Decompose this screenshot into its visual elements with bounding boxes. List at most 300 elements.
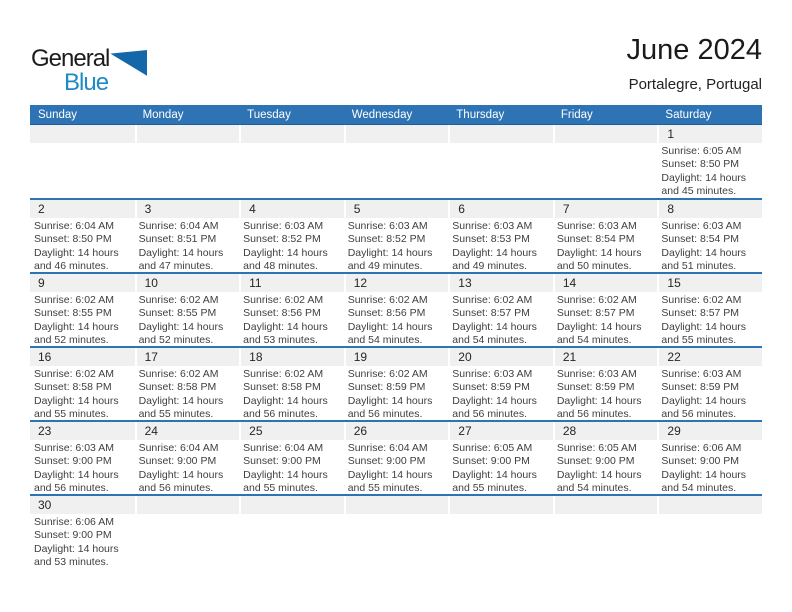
day-number-strip — [241, 348, 344, 366]
detail-line: Daylight: 14 hours — [138, 394, 224, 407]
detail-line: Sunrise: 6:02 AM — [243, 368, 324, 380]
detail-line: Sunset: 8:54 PM — [661, 233, 740, 246]
detail-line: Daylight: 14 hours — [347, 394, 433, 407]
day-cell — [344, 200, 449, 272]
detail-line: Daylight: 14 hours — [661, 394, 747, 407]
detail-line: Sunset: 8:55 PM — [138, 307, 217, 320]
detail-line: Sunrise: 6:02 AM — [34, 368, 114, 380]
day-number: 6 — [458, 202, 465, 216]
day-number: 2 — [38, 202, 45, 216]
day-cell — [30, 496, 135, 568]
day-number-strip — [137, 496, 240, 514]
day-details — [135, 292, 240, 346]
detail-line: and 56 minutes. — [452, 408, 527, 420]
day-number-strip — [659, 200, 762, 218]
day-details — [553, 514, 658, 516]
detail-line: and 56 minutes. — [243, 408, 318, 420]
day-cell — [344, 125, 449, 198]
day-cell — [135, 200, 240, 272]
detail-line: Daylight: 14 hours — [556, 246, 642, 259]
day-details — [239, 366, 344, 420]
detail-line: Daylight: 14 hours — [34, 468, 119, 481]
day-number — [346, 496, 449, 498]
day-cell — [553, 200, 658, 272]
day-number — [659, 496, 762, 498]
week-row — [30, 420, 762, 494]
day-number: 27 — [458, 424, 472, 438]
day-cell — [30, 274, 135, 346]
day-number — [137, 496, 240, 498]
detail-line: Daylight: 14 hours — [243, 320, 328, 333]
day-number-strip — [450, 422, 553, 440]
detail-line: Sunset: 8:50 PM — [661, 158, 740, 171]
day-number-strip — [555, 200, 658, 218]
day-cell — [657, 274, 762, 346]
day-number-strip — [241, 274, 344, 292]
detail-line: and 51 minutes. — [661, 260, 737, 272]
day-number: 18 — [249, 350, 263, 364]
detail-line: Sunrise: 6:02 AM — [138, 294, 219, 306]
detail-line: Sunrise: 6:02 AM — [347, 294, 428, 306]
day-number-strip — [346, 125, 449, 143]
day-cell — [657, 422, 762, 494]
detail-line: Sunrise: 6:02 AM — [452, 294, 533, 306]
detail-line: Daylight: 14 hours — [138, 468, 224, 481]
detail-line: Sunset: 8:54 PM — [556, 233, 635, 246]
day-number-strip — [346, 348, 449, 366]
detail-line: Sunset: 8:57 PM — [661, 307, 740, 320]
page-subtitle: Portalegre, Portugal — [628, 76, 762, 93]
day-number-strip — [30, 422, 135, 440]
detail-line: Sunrise: 6:04 AM — [138, 442, 219, 454]
detail-line: Daylight: 14 hours — [452, 468, 537, 481]
detail-line: and 48 minutes. — [243, 260, 318, 272]
day-cell — [657, 200, 762, 272]
detail-line: Sunrise: 6:02 AM — [661, 294, 742, 306]
day-number-strip — [346, 200, 449, 218]
detail-line: Sunset: 9:00 PM — [661, 455, 740, 468]
weekday-sunday: Sunday — [38, 109, 78, 121]
day-cell — [344, 274, 449, 346]
detail-line: Sunset: 9:00 PM — [34, 455, 112, 468]
day-cell — [553, 348, 658, 420]
detail-line: and 54 minutes. — [347, 334, 423, 346]
detail-line: and 54 minutes. — [556, 334, 632, 346]
day-number-strip — [659, 125, 762, 143]
detail-line: and 55 minutes. — [243, 482, 318, 494]
day-number: 23 — [38, 424, 52, 438]
detail-line: Sunset: 9:00 PM — [556, 455, 635, 468]
detail-line: Sunset: 8:55 PM — [34, 307, 112, 320]
day-number-strip — [555, 125, 658, 143]
detail-line: Daylight: 14 hours — [347, 320, 433, 333]
day-details — [135, 514, 240, 516]
day-number-strip — [450, 348, 553, 366]
detail-line: and 56 minutes. — [556, 408, 632, 420]
day-number — [450, 496, 553, 498]
day-number — [241, 125, 344, 127]
day-number-strip — [30, 496, 135, 514]
day-number: 16 — [38, 350, 52, 364]
detail-line: Sunrise: 6:04 AM — [243, 442, 324, 454]
detail-line: and 54 minutes. — [452, 334, 527, 346]
detail-line: Sunrise: 6:03 AM — [452, 368, 533, 380]
detail-line: and 49 minutes. — [347, 260, 423, 272]
day-details — [344, 440, 449, 494]
weekday-saturday: Saturday — [665, 109, 712, 121]
day-cell — [30, 125, 135, 198]
day-number: 8 — [667, 202, 675, 216]
day-details — [553, 143, 658, 145]
calendar — [30, 105, 762, 568]
detail-line: Sunset: 8:51 PM — [138, 233, 217, 246]
detail-line: Daylight: 14 hours — [243, 468, 328, 481]
detail-line: Sunrise: 6:03 AM — [661, 220, 742, 232]
detail-line: and 55 minutes. — [452, 482, 527, 494]
day-details — [448, 143, 553, 145]
day-details — [657, 292, 762, 346]
week-row — [30, 494, 762, 568]
day-cell — [239, 422, 344, 494]
day-details — [239, 143, 344, 145]
day-number-strip — [450, 274, 553, 292]
day-details — [657, 440, 762, 494]
day-cell — [344, 496, 449, 568]
day-number-strip — [137, 200, 240, 218]
day-number: 21 — [562, 350, 577, 364]
day-number-strip — [241, 496, 344, 514]
day-details — [30, 292, 135, 346]
detail-line: Daylight: 14 hours — [138, 320, 224, 333]
detail-line: Daylight: 14 hours — [34, 542, 119, 555]
day-number-strip — [450, 200, 553, 218]
detail-line: Daylight: 14 hours — [661, 171, 747, 184]
day-number — [450, 125, 553, 127]
detail-line: Sunrise: 6:06 AM — [34, 516, 114, 528]
detail-line: and 56 minutes. — [138, 482, 214, 494]
day-cell — [553, 274, 658, 346]
detail-line: and 50 minutes. — [556, 260, 632, 272]
detail-line: and 55 minutes. — [138, 408, 214, 420]
detail-line: Sunset: 8:57 PM — [452, 307, 530, 320]
day-number-strip — [137, 125, 240, 143]
day-number-strip — [241, 200, 344, 218]
logo-text-blue: Blue — [64, 69, 109, 96]
detail-line: Sunrise: 6:03 AM — [452, 220, 533, 232]
day-details — [30, 366, 135, 420]
day-cell — [448, 348, 553, 420]
detail-line: and 55 minutes. — [661, 334, 737, 346]
day-cell — [553, 496, 658, 568]
day-number: 10 — [144, 276, 158, 290]
detail-line: and 56 minutes. — [34, 482, 109, 494]
day-number — [555, 496, 658, 498]
detail-line: Daylight: 14 hours — [34, 246, 119, 259]
detail-line: and 56 minutes. — [347, 408, 423, 420]
detail-line: and 49 minutes. — [452, 260, 527, 272]
day-details — [30, 514, 135, 568]
day-number: 3 — [144, 202, 152, 216]
day-cell — [30, 422, 135, 494]
detail-line: Daylight: 14 hours — [138, 246, 224, 259]
day-number: 14 — [562, 276, 577, 290]
day-number — [137, 125, 240, 127]
detail-line: Sunset: 8:59 PM — [452, 381, 530, 394]
day-cell — [448, 200, 553, 272]
detail-line: Sunrise: 6:02 AM — [34, 294, 114, 306]
day-details — [135, 440, 240, 494]
day-number: 28 — [562, 424, 577, 438]
detail-line: and 54 minutes. — [661, 482, 737, 494]
detail-line: Sunset: 8:53 PM — [452, 233, 530, 246]
detail-line: Sunset: 8:56 PM — [243, 307, 321, 320]
day-cell — [448, 496, 553, 568]
day-number-strip — [659, 274, 762, 292]
detail-line: and 45 minutes. — [661, 185, 737, 198]
detail-line: Sunset: 9:00 PM — [243, 455, 321, 468]
week-row — [30, 346, 762, 420]
day-cell — [448, 125, 553, 198]
title-block — [627, 33, 762, 94]
day-number: 30 — [38, 498, 52, 512]
detail-line: and 54 minutes. — [556, 482, 632, 494]
detail-line: Sunrise: 6:03 AM — [243, 220, 324, 232]
detail-line: Sunset: 9:00 PM — [34, 529, 112, 542]
day-cell — [553, 422, 658, 494]
weekday-thursday: Thursday — [456, 109, 505, 121]
detail-line: Sunrise: 6:04 AM — [138, 220, 219, 232]
detail-line: Sunset: 8:52 PM — [347, 233, 426, 246]
day-number: 19 — [353, 350, 368, 364]
day-cell — [239, 200, 344, 272]
detail-line: Sunrise: 6:06 AM — [661, 442, 742, 454]
detail-line: Sunrise: 6:04 AM — [347, 442, 428, 454]
day-number-strip — [659, 348, 762, 366]
day-details — [135, 218, 240, 272]
day-cell — [344, 422, 449, 494]
day-number: 9 — [38, 276, 45, 290]
day-cell — [239, 125, 344, 198]
detail-line: and 53 minutes. — [243, 334, 318, 346]
detail-line: Sunset: 8:56 PM — [347, 307, 426, 320]
general-blue-logo — [31, 47, 147, 94]
detail-line: Sunrise: 6:03 AM — [556, 368, 637, 380]
day-cell — [135, 274, 240, 346]
day-number-strip — [241, 125, 344, 143]
detail-line: Sunrise: 6:05 AM — [661, 145, 742, 157]
detail-line: Sunrise: 6:05 AM — [452, 442, 533, 454]
week-row — [30, 272, 762, 346]
detail-line: Sunrise: 6:05 AM — [556, 442, 637, 454]
day-cell — [30, 348, 135, 420]
detail-line: and 52 minutes. — [34, 334, 109, 346]
detail-line: and 46 minutes. — [34, 260, 109, 272]
day-number-strip — [137, 274, 240, 292]
day-number: 15 — [667, 276, 681, 290]
detail-line: Sunset: 9:00 PM — [347, 455, 426, 468]
day-cell — [135, 496, 240, 568]
day-number: 25 — [249, 424, 263, 438]
day-details — [657, 218, 762, 272]
detail-line: Sunrise: 6:03 AM — [556, 220, 637, 232]
weekday-friday: Friday — [560, 109, 593, 121]
day-details — [135, 366, 240, 420]
day-cell — [657, 125, 762, 198]
day-cell — [344, 348, 449, 420]
day-details — [30, 143, 135, 145]
day-details — [657, 514, 762, 516]
day-number-strip — [137, 422, 240, 440]
day-number: 5 — [353, 202, 361, 216]
detail-line: Daylight: 14 hours — [556, 394, 642, 407]
day-details — [657, 366, 762, 420]
day-details — [448, 292, 553, 346]
day-number: 24 — [144, 424, 158, 438]
detail-line: Daylight: 14 hours — [243, 246, 328, 259]
day-number: 20 — [458, 350, 472, 364]
detail-line: Sunrise: 6:03 AM — [661, 368, 742, 380]
detail-line: Daylight: 14 hours — [452, 394, 537, 407]
day-number — [346, 125, 449, 127]
day-number-strip — [659, 496, 762, 514]
day-cell — [657, 348, 762, 420]
day-cell — [657, 496, 762, 568]
detail-line: and 55 minutes. — [34, 408, 109, 420]
weekday-monday: Monday — [142, 109, 184, 121]
detail-line: and 56 minutes. — [661, 408, 737, 420]
day-cell — [553, 125, 658, 198]
detail-line: Sunrise: 6:02 AM — [138, 368, 219, 380]
day-number: 11 — [249, 276, 262, 290]
detail-line: Daylight: 14 hours — [661, 246, 747, 259]
day-details — [553, 292, 658, 346]
detail-line: Daylight: 14 hours — [347, 246, 433, 259]
day-number-strip — [555, 274, 658, 292]
day-cell — [135, 348, 240, 420]
day-details — [30, 440, 135, 494]
weekday-header-row — [30, 105, 762, 125]
detail-line: Sunset: 8:59 PM — [556, 381, 635, 394]
day-details — [30, 218, 135, 272]
detail-line: Daylight: 14 hours — [556, 320, 642, 333]
detail-line: Sunset: 9:00 PM — [138, 455, 217, 468]
page-title: June 2024 — [626, 34, 762, 66]
detail-line: Sunset: 8:52 PM — [243, 233, 321, 246]
day-number-strip — [555, 422, 658, 440]
day-number-strip — [30, 274, 135, 292]
day-cell — [239, 496, 344, 568]
detail-line: and 55 minutes. — [347, 482, 423, 494]
logo-text-general: General — [31, 45, 110, 72]
detail-line: Daylight: 14 hours — [347, 468, 433, 481]
day-number: 17 — [144, 350, 158, 364]
calendar-grid — [30, 125, 762, 568]
detail-line: Sunset: 8:58 PM — [243, 381, 321, 394]
day-details — [448, 440, 553, 494]
day-number: 7 — [562, 202, 570, 216]
day-number-strip — [346, 422, 449, 440]
day-details — [657, 143, 762, 198]
day-number-strip — [30, 200, 135, 218]
detail-line: and 47 minutes. — [138, 260, 214, 272]
detail-line: Sunrise: 6:02 AM — [347, 368, 428, 380]
day-number-strip — [659, 422, 762, 440]
detail-line: Sunrise: 6:02 AM — [556, 294, 637, 306]
day-number: 22 — [667, 350, 681, 364]
day-cell — [135, 422, 240, 494]
day-number — [555, 125, 658, 127]
day-details — [344, 514, 449, 516]
day-details — [239, 292, 344, 346]
day-number — [241, 496, 344, 498]
day-number-strip — [346, 274, 449, 292]
day-cell — [448, 274, 553, 346]
day-number: 1 — [667, 127, 675, 141]
day-number: 13 — [458, 276, 472, 290]
day-cell — [135, 125, 240, 198]
day-number-strip — [30, 348, 135, 366]
detail-line: Daylight: 14 hours — [661, 320, 747, 333]
day-number — [30, 125, 135, 127]
day-number-strip — [241, 422, 344, 440]
day-details — [344, 218, 449, 272]
day-details — [553, 440, 658, 494]
detail-line: Sunset: 8:58 PM — [138, 381, 217, 394]
day-details — [239, 218, 344, 272]
day-details — [448, 218, 553, 272]
day-cell — [239, 348, 344, 420]
detail-line: Sunset: 8:50 PM — [34, 233, 112, 246]
detail-line: Sunrise: 6:03 AM — [347, 220, 428, 232]
day-details — [448, 366, 553, 420]
detail-line: Sunrise: 6:03 AM — [34, 442, 114, 454]
day-cell — [239, 274, 344, 346]
day-number-strip — [137, 348, 240, 366]
detail-line: Sunset: 8:58 PM — [34, 381, 112, 394]
day-number: 26 — [353, 424, 368, 438]
detail-line: Daylight: 14 hours — [34, 394, 119, 407]
day-details — [344, 292, 449, 346]
weekday-wednesday: Wednesday — [351, 109, 413, 121]
detail-line: Daylight: 14 hours — [452, 320, 537, 333]
day-number-strip — [30, 125, 135, 143]
detail-line: Daylight: 14 hours — [661, 468, 747, 481]
day-details — [135, 143, 240, 145]
day-cell — [30, 200, 135, 272]
detail-line: Daylight: 14 hours — [556, 468, 642, 481]
detail-line: Daylight: 14 hours — [452, 246, 537, 259]
day-details — [239, 440, 344, 494]
day-cell — [448, 422, 553, 494]
day-details — [553, 218, 658, 272]
detail-line: Sunrise: 6:02 AM — [243, 294, 324, 306]
detail-line: and 52 minutes. — [138, 334, 214, 346]
detail-line: and 53 minutes. — [34, 556, 109, 568]
day-number-strip — [555, 348, 658, 366]
detail-line: Sunset: 8:59 PM — [661, 381, 740, 394]
detail-line: Sunset: 8:57 PM — [556, 307, 635, 320]
day-details — [553, 366, 658, 420]
day-number-strip — [555, 496, 658, 514]
day-number-strip — [346, 496, 449, 514]
day-number: 29 — [667, 424, 681, 438]
day-details — [344, 366, 449, 420]
day-number-strip — [450, 125, 553, 143]
day-details — [448, 514, 553, 516]
detail-line: Daylight: 14 hours — [34, 320, 119, 333]
day-number-strip — [450, 496, 553, 514]
day-details — [239, 514, 344, 516]
